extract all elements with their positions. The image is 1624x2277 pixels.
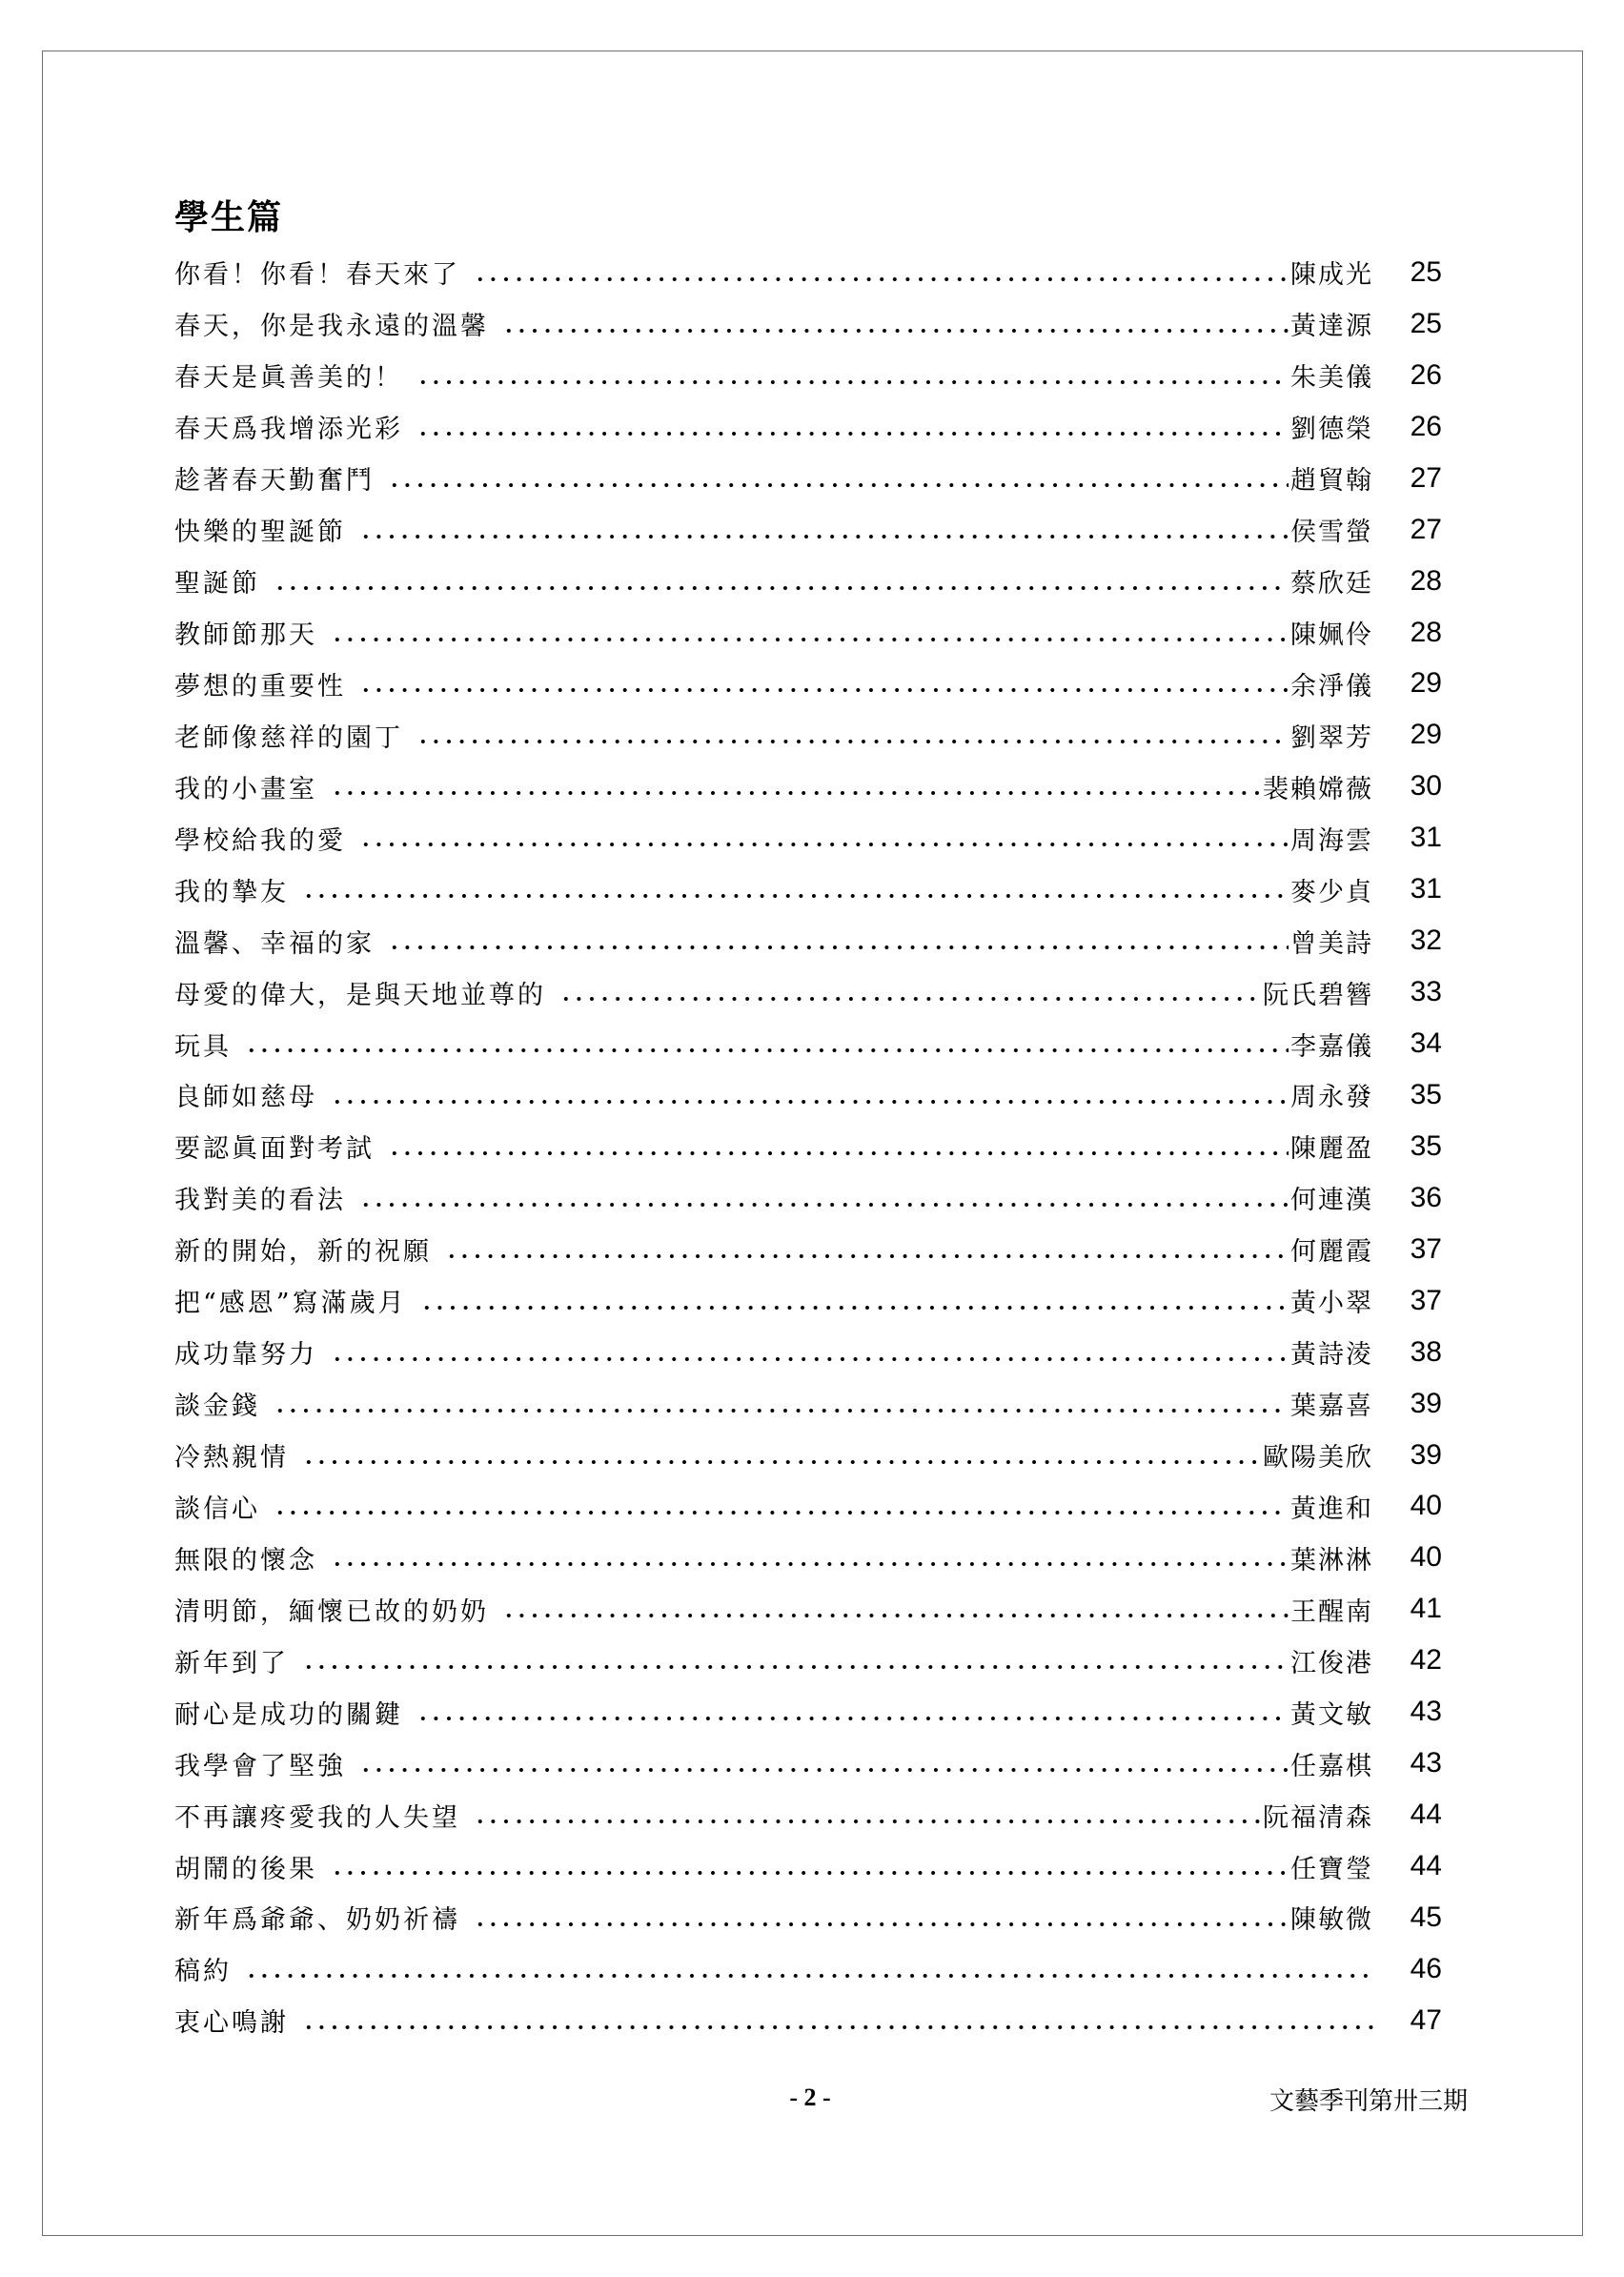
toc-entry-page: 29 xyxy=(1410,667,1442,700)
dot-leader xyxy=(388,481,1289,489)
toc-entry[interactable] xyxy=(174,966,1442,1018)
toc-entry-author: 江俊港 xyxy=(1290,1648,1373,1678)
toc-entry-page: 35 xyxy=(1410,1078,1442,1110)
dot-leader xyxy=(331,1098,1289,1106)
toc-entry-page: 44 xyxy=(1410,1850,1442,1882)
toc-entry-title: 我的摯友 xyxy=(174,877,289,907)
dot-leader xyxy=(359,841,1289,848)
footer-publication: 文藝季刊第卅三期 xyxy=(1269,2087,1468,2116)
dot-leader xyxy=(416,738,1289,745)
toc-entry-page: 27 xyxy=(1410,513,1442,545)
toc-entry[interactable] xyxy=(174,864,1442,915)
dot-leader xyxy=(331,1869,1289,1877)
dot-leader xyxy=(274,1509,1289,1516)
toc-entry-page: 47 xyxy=(1410,2003,1442,2036)
dot-leader xyxy=(302,892,1289,900)
toc-entry-title: 冷熱親情 xyxy=(174,1443,289,1474)
toc-entry-author: 黃進和 xyxy=(1290,1494,1373,1524)
toc-entry[interactable] xyxy=(174,1018,1442,1069)
toc-entry[interactable] xyxy=(174,812,1442,864)
toc-entry-page: 41 xyxy=(1410,1593,1442,1625)
dot-leader xyxy=(388,944,1289,951)
toc-entry-author: 阮氏碧簪 xyxy=(1263,980,1373,1010)
dot-leader xyxy=(359,533,1289,540)
toc-entry-title: 清明節，緬懷已故的奶奶 xyxy=(174,1596,489,1627)
toc-entry-title: 衷心鳴謝 xyxy=(174,2008,289,2039)
toc-entry-page: 37 xyxy=(1410,1284,1442,1316)
toc-entry-title: 學校給我的愛 xyxy=(174,825,346,856)
toc-entry[interactable] xyxy=(174,401,1442,453)
section-title: 學生篇 xyxy=(174,197,284,237)
toc-entry[interactable] xyxy=(174,1121,1442,1172)
toc-entry-page: 45 xyxy=(1410,1901,1442,1933)
dot-leader xyxy=(559,995,1261,1003)
toc-entry-page: 30 xyxy=(1410,770,1442,803)
toc-entry[interactable] xyxy=(174,1532,1442,1583)
toc-entry[interactable] xyxy=(174,1172,1442,1224)
toc-entry-author: 周海雲 xyxy=(1290,825,1373,856)
toc-entry-page: 43 xyxy=(1410,1747,1442,1779)
toc-entry-title: 耐心是成功的關鍵 xyxy=(174,1699,403,1730)
dot-leader xyxy=(302,1663,1289,1671)
toc-entry-author: 蔡欣廷 xyxy=(1290,569,1373,600)
toc-entry-author: 黃詩淩 xyxy=(1290,1340,1373,1371)
toc-entry-author: 歐陽美欣 xyxy=(1263,1443,1373,1474)
toc-entry-author: 周永發 xyxy=(1290,1083,1373,1113)
dot-leader xyxy=(502,1612,1289,1619)
table-of-contents xyxy=(174,247,1442,2046)
toc-entry-page: 43 xyxy=(1410,1696,1442,1728)
toc-entry[interactable] xyxy=(174,1840,1442,1892)
toc-entry[interactable] xyxy=(174,247,1442,298)
toc-entry-page: 26 xyxy=(1410,410,1442,442)
toc-entry[interactable] xyxy=(174,1327,1442,1378)
dot-leader xyxy=(474,1818,1261,1825)
toc-entry-author: 余淨儀 xyxy=(1290,671,1373,701)
toc-entry-page: 37 xyxy=(1410,1232,1442,1265)
dot-leader xyxy=(274,584,1289,592)
toc-entry-author: 侯雪螢 xyxy=(1290,518,1373,548)
toc-entry[interactable] xyxy=(174,453,1442,504)
dot-leader xyxy=(331,789,1261,797)
dot-leader xyxy=(302,1458,1261,1466)
toc-entry-author: 曾美詩 xyxy=(1290,928,1373,959)
toc-entry-author: 陳敏微 xyxy=(1290,1905,1373,1936)
toc-entry-page: 34 xyxy=(1410,1027,1442,1060)
toc-entry-author: 何連漢 xyxy=(1290,1186,1373,1216)
toc-entry-author: 陳姵伶 xyxy=(1290,620,1373,651)
toc-entry-author: 李嘉儀 xyxy=(1290,1031,1373,1062)
toc-entry-page: 35 xyxy=(1410,1129,1442,1162)
toc-entry-title: 老師像慈祥的園丁 xyxy=(174,722,403,753)
toc-entry-page: 28 xyxy=(1410,564,1442,597)
toc-entry-title: 新年爲爺爺、奶奶祈禱 xyxy=(174,1905,460,1936)
toc-entry-title: 教師節那天 xyxy=(174,620,317,651)
toc-entry-page: 28 xyxy=(1410,616,1442,648)
toc-entry-title: 良師如慈母 xyxy=(174,1083,317,1113)
toc-entry-page: 42 xyxy=(1410,1644,1442,1677)
toc-entry-title: 我的小畫室 xyxy=(174,774,317,804)
toc-entry-author: 黃達源 xyxy=(1290,312,1373,342)
footer-page-number: - 2 - xyxy=(789,2084,831,2111)
dot-leader xyxy=(245,1047,1289,1054)
dot-leader xyxy=(388,1149,1289,1157)
toc-entry[interactable] xyxy=(174,556,1442,607)
toc-entry-title: 玩具 xyxy=(174,1031,232,1062)
toc-entry-title: 新的開始，新的祝願 xyxy=(174,1237,432,1268)
toc-entry[interactable] xyxy=(174,761,1442,812)
toc-entry[interactable] xyxy=(174,1481,1442,1533)
toc-entry-author: 王醒南 xyxy=(1290,1596,1373,1627)
toc-entry-title: 母愛的偉大，是與天地並尊的 xyxy=(174,980,546,1010)
toc-entry[interactable] xyxy=(174,1738,1442,1789)
toc-entry-title: 稿約 xyxy=(174,1957,232,1987)
dot-leader xyxy=(245,1972,1373,1980)
toc-entry[interactable] xyxy=(174,1943,1442,1995)
toc-entry-page: 29 xyxy=(1410,719,1442,751)
toc-entry-page: 44 xyxy=(1410,1799,1442,1831)
toc-entry[interactable] xyxy=(174,1686,1442,1738)
toc-entry[interactable] xyxy=(174,915,1442,966)
toc-entry-title: 春天，你是我永遠的溫馨 xyxy=(174,312,489,342)
dot-leader xyxy=(302,2023,1373,2031)
toc-entry-page: 33 xyxy=(1410,976,1442,1008)
toc-entry[interactable] xyxy=(174,1892,1442,1943)
dot-leader xyxy=(274,1407,1289,1414)
toc-entry-page: 39 xyxy=(1410,1387,1442,1419)
toc-entry-author: 任寶瑩 xyxy=(1290,1854,1373,1884)
toc-entry[interactable] xyxy=(174,1069,1442,1121)
dot-leader xyxy=(359,1766,1289,1774)
toc-entry-title: 我學會了堅強 xyxy=(174,1751,346,1781)
toc-entry-page: 31 xyxy=(1410,822,1442,854)
dot-leader xyxy=(416,1715,1289,1722)
toc-entry-author: 劉翠芳 xyxy=(1290,722,1373,753)
toc-entry[interactable] xyxy=(174,1275,1442,1327)
toc-entry-title: 聖誕節 xyxy=(174,569,260,600)
dot-leader xyxy=(331,636,1289,643)
toc-entry[interactable] xyxy=(174,1789,1442,1840)
dot-leader xyxy=(420,1304,1289,1311)
toc-entry[interactable] xyxy=(174,1430,1442,1481)
dot-leader xyxy=(359,1201,1289,1209)
toc-entry-author: 陳成光 xyxy=(1290,260,1373,291)
toc-entry-title: 春天爲我增添光彩 xyxy=(174,415,403,445)
toc-entry-title: 談金錢 xyxy=(174,1392,260,1422)
toc-entry[interactable] xyxy=(174,1378,1442,1430)
toc-entry-page: 40 xyxy=(1410,1490,1442,1522)
dot-leader xyxy=(502,327,1289,335)
toc-entry[interactable] xyxy=(174,1583,1442,1635)
toc-entry-page: 25 xyxy=(1410,255,1442,288)
toc-entry-title: 不再讓疼愛我的人失望 xyxy=(174,1802,460,1833)
dot-leader xyxy=(416,378,1289,386)
toc-entry-title: 新年到了 xyxy=(174,1648,289,1678)
toc-entry-title: 溫馨、幸福的家 xyxy=(174,928,375,959)
toc-entry-title: 我對美的看法 xyxy=(174,1186,346,1216)
toc-entry-page: 40 xyxy=(1410,1541,1442,1574)
toc-entry[interactable] xyxy=(174,1224,1442,1275)
toc-entry-author: 任嘉棋 xyxy=(1290,1751,1373,1781)
dot-leader xyxy=(416,430,1289,437)
toc-entry-page: 25 xyxy=(1410,307,1442,339)
toc-entry-author: 葉淋淋 xyxy=(1290,1545,1373,1576)
dot-leader xyxy=(445,1252,1289,1260)
toc-entry-title: 成功靠努力 xyxy=(174,1340,317,1371)
toc-entry-page: 27 xyxy=(1410,461,1442,494)
toc-entry-page: 32 xyxy=(1410,925,1442,957)
toc-entry-title: 春天是眞善美的！ xyxy=(174,363,403,394)
toc-entry-author: 葉嘉喜 xyxy=(1290,1392,1373,1422)
toc-entry-page: 39 xyxy=(1410,1438,1442,1471)
toc-entry[interactable] xyxy=(174,504,1442,556)
toc-entry-page: 26 xyxy=(1410,358,1442,391)
toc-entry-author: 何麗霞 xyxy=(1290,1237,1373,1268)
toc-entry-author: 劉德榮 xyxy=(1290,415,1373,445)
toc-entry-author: 黃小翠 xyxy=(1290,1289,1373,1319)
toc-entry-author: 裴賴嫦薇 xyxy=(1263,774,1373,804)
toc-entry[interactable] xyxy=(174,350,1442,401)
toc-entry-title: 胡鬧的後果 xyxy=(174,1854,317,1884)
dot-leader xyxy=(359,686,1289,694)
toc-entry[interactable] xyxy=(174,1995,1442,2046)
toc-entry-author: 麥少貞 xyxy=(1290,877,1373,907)
toc-entry[interactable] xyxy=(174,298,1442,350)
toc-entry[interactable] xyxy=(174,607,1442,659)
toc-entry-title: 夢想的重要性 xyxy=(174,671,346,701)
toc-entry-author: 阮福清森 xyxy=(1263,1802,1373,1833)
toc-entry-title: 無限的懷念 xyxy=(174,1545,317,1576)
toc-entry-author: 陳麗盈 xyxy=(1290,1134,1373,1165)
dot-leader xyxy=(331,1355,1289,1363)
toc-entry-author: 黃文敏 xyxy=(1290,1699,1373,1730)
toc-entry-title: 談信心 xyxy=(174,1494,260,1524)
dot-leader xyxy=(331,1560,1289,1568)
toc-entry-page: 31 xyxy=(1410,873,1442,905)
toc-entry[interactable] xyxy=(174,659,1442,710)
toc-entry-title: 要認眞面對考試 xyxy=(174,1134,375,1165)
toc-entry-author: 趙貿翰 xyxy=(1290,466,1373,497)
toc-entry-page: 46 xyxy=(1410,1952,1442,1984)
toc-entry[interactable] xyxy=(174,709,1442,761)
toc-entry[interactable] xyxy=(174,1635,1442,1686)
toc-entry-title: 快樂的聖誕節 xyxy=(174,518,346,548)
toc-entry-page: 38 xyxy=(1410,1335,1442,1368)
dot-leader xyxy=(474,275,1289,283)
toc-entry-title: 趁著春天勤奮鬥 xyxy=(174,466,375,497)
dot-leader xyxy=(474,1921,1289,1928)
toc-entry-title: 把“感恩”寫滿歲月 xyxy=(174,1289,407,1319)
toc-entry-title: 你看！你看！春天來了 xyxy=(174,260,460,291)
toc-entry-page: 36 xyxy=(1410,1181,1442,1213)
toc-entry-author: 朱美儀 xyxy=(1290,363,1373,394)
